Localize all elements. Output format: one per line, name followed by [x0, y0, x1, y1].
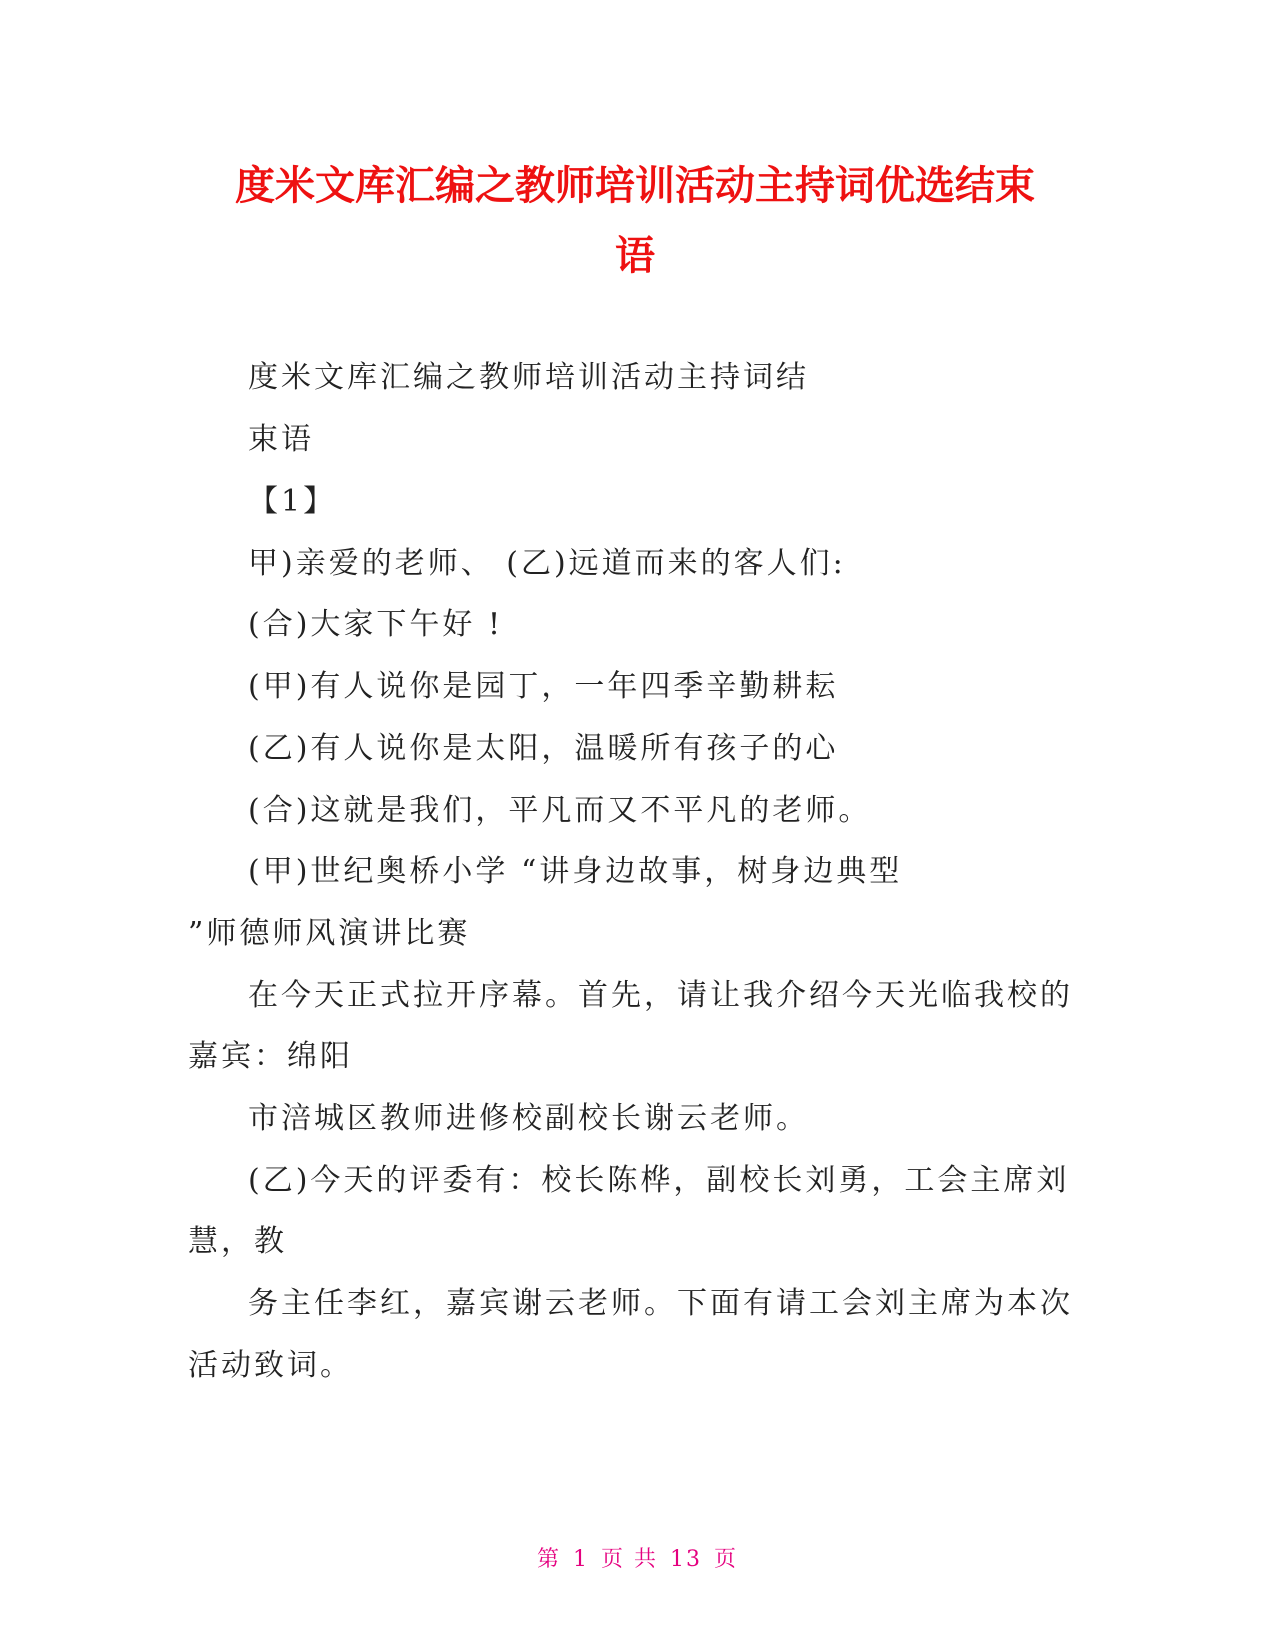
page-footer — [0, 1545, 1275, 1575]
body-line: 慧，教 — [188, 1224, 287, 1259]
body-line: 务主任李红，嘉宾谢云老师。下面有请工会刘主席为本次 — [248, 1286, 1073, 1321]
body-line: (合)这就是我们，平凡而又不平凡的老师。 — [248, 793, 872, 828]
body-line: (甲)有人说你是园丁，一年四季辛勤耕耘 — [248, 669, 839, 704]
body-line: (合)大家下午好 ! — [248, 607, 503, 642]
body-line: (乙)今天的评委有：校长陈桦，副校长刘勇，工会主席刘 — [248, 1163, 1070, 1198]
body-line: (乙)有人说你是太阳，温暖所有孩子的心 — [248, 731, 839, 766]
body-line: 活动致词。 — [188, 1348, 353, 1383]
body-line: (甲)世纪奥桥小学 “讲身边故事，树身边典型 — [248, 854, 903, 889]
body-line: 度米文库汇编之教师培训活动主持词结 — [248, 360, 809, 395]
body-line: 甲)亲爱的老师、 (乙)远道而来的客人们: — [248, 546, 846, 581]
document-title-line-2: 语 — [615, 233, 655, 279]
body-line: ”师德师风演讲比赛 — [188, 916, 471, 951]
document-title-line-1: 度米文库汇编之教师培训活动主持词优选结束 — [235, 163, 1035, 209]
footer-middle: 页 共 — [601, 1547, 658, 1572]
footer-page-number: 1 — [573, 1547, 589, 1572]
footer-suffix: 页 — [714, 1547, 739, 1572]
footer-total-pages: 13 — [670, 1547, 702, 1572]
body-line: 在今天正式拉开序幕。首先，请让我介绍今天光临我校的 — [248, 978, 1073, 1013]
body-line: 嘉宾：绵阳 — [188, 1039, 353, 1074]
body-line: 束语 — [248, 422, 314, 457]
body-line: 市涪城区教师进修校副校长谢云老师。 — [248, 1101, 809, 1136]
section-marker: 【1】 — [248, 484, 337, 519]
footer-prefix: 第 — [536, 1547, 561, 1572]
